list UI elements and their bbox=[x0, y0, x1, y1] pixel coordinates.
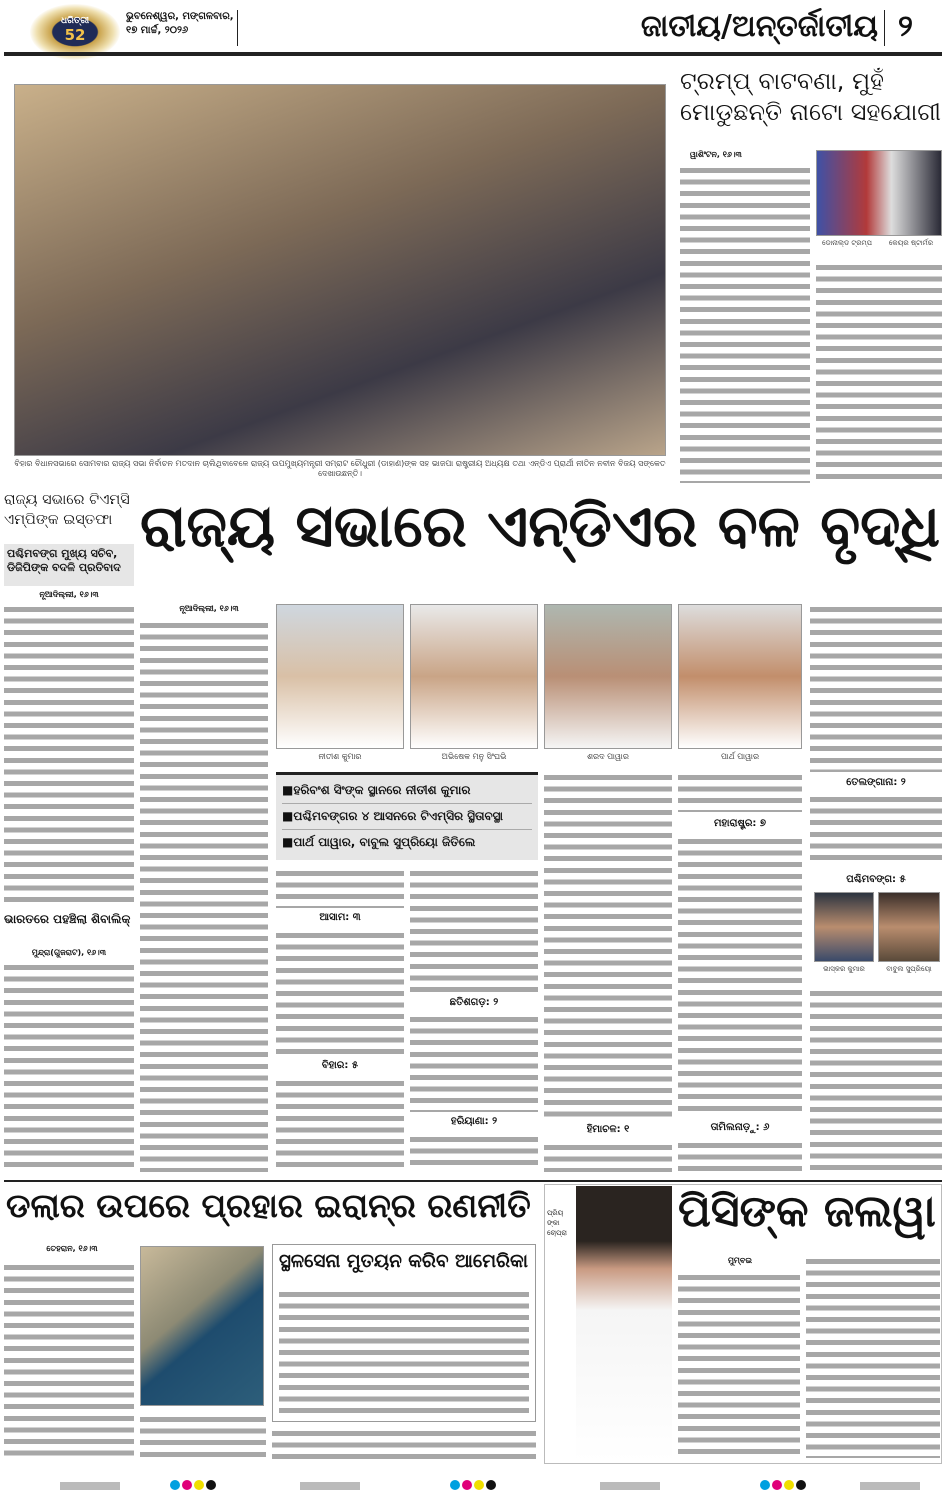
shivalik-headline: ଭାରତରେ ପହଞ୍ଚିଲା ଶିବାଲିକ୍ bbox=[4, 912, 131, 926]
dateline: ୱାଶିଂଟନ, ୧୬।୩ bbox=[690, 150, 742, 159]
state-heading: ଛତିଶଗଡ଼: ୨ bbox=[449, 997, 499, 1008]
photo-babul bbox=[878, 892, 940, 962]
body-text bbox=[276, 930, 404, 1055]
state-heading: ତେଲଙ୍ଗାନା: ୨ bbox=[846, 777, 906, 788]
dateline: ତେହରାନ, ୧୬।୩ bbox=[46, 1244, 98, 1253]
trump-photo bbox=[816, 150, 942, 236]
state-heading: ହିମାଚଳ: ୧ bbox=[586, 1124, 630, 1135]
photo-bhaskar bbox=[814, 892, 874, 962]
photo-singhvi bbox=[410, 604, 538, 749]
caption: ବାବୁଲ ସୁପ୍ରିୟୋ bbox=[886, 965, 932, 973]
caption: କେୟର ଷ୍ଟାର୍ମର bbox=[888, 239, 934, 247]
body-text bbox=[678, 1272, 800, 1458]
caption: ଭାସ୍କର କୁମାର bbox=[823, 965, 865, 973]
iran-sidebar bbox=[272, 1244, 536, 1422]
section-rule bbox=[4, 1180, 942, 1182]
body-text bbox=[544, 1142, 672, 1172]
body-text bbox=[276, 868, 404, 908]
dateline: ନୂଆଦିଲ୍ଲୀ, ୧୬।୩ bbox=[179, 604, 239, 613]
caption: ଡୋନାଲ୍ଡ ଟ୍ରମ୍ପ bbox=[821, 239, 873, 247]
body-text bbox=[678, 1140, 802, 1172]
body-text bbox=[140, 1414, 266, 1458]
body-text bbox=[4, 1262, 134, 1458]
state-heading: ଆସାମ: ୩ bbox=[319, 912, 361, 923]
priyanka-photo bbox=[576, 1186, 672, 1462]
photo-nitish bbox=[276, 604, 404, 749]
caption: ପାର୍ଥ ପାୱାର bbox=[720, 752, 760, 761]
section-title: ଜାତୀୟ/ଅନ୍ତର୍ଜାତୀୟ bbox=[640, 9, 878, 44]
body-text bbox=[810, 794, 942, 866]
iran-headline: ଡଲାର ଉପରେ ପ୍ରହାର ଇରାନ୍‌ର ରଣନୀତି bbox=[6, 1186, 531, 1225]
highlight: ■ପାର୍ଥ ପାୱାର, ବାବୁଲ ସୁପ୍ରିୟୋ ଜିତିଲେ bbox=[282, 835, 476, 849]
satellite-map bbox=[140, 1246, 264, 1406]
state-heading: ବିହାର: ୫ bbox=[321, 1060, 359, 1071]
dateline: ମୁନ୍ଦ୍ରା(ଗୁଜରାଟ), ୧୬।୩ bbox=[31, 948, 107, 957]
body-text bbox=[279, 1289, 529, 1413]
state-heading: ମହାରାଷ୍ଟ୍ର: ୭ bbox=[713, 818, 767, 829]
body-text bbox=[680, 165, 810, 483]
tmc-headline: ରାଜ୍ୟ ସଭାରେ ଟିଏମ୍‌ସି ଏମ୍‌ପିଙ୍କ ଇସ୍ତଫା bbox=[4, 492, 130, 529]
body-text bbox=[140, 620, 268, 1172]
body-text bbox=[4, 604, 134, 908]
body-text bbox=[810, 604, 942, 772]
caption: ନୀତୀଶ କୁମାର bbox=[318, 752, 362, 761]
body-text bbox=[272, 1428, 536, 1460]
registration-marks bbox=[0, 1478, 945, 1494]
masthead-rule bbox=[4, 52, 942, 56]
body-text bbox=[810, 988, 942, 1172]
body-text bbox=[410, 1134, 538, 1172]
highlight: ■ହରିବଂଶ ସିଂଙ୍କ ସ୍ଥାନରେ ନୀତୀଶ କୁମାର bbox=[282, 778, 532, 804]
tmc-story bbox=[4, 490, 134, 908]
lead-headline: ରାଜ୍ୟ ସଭାରେ ଏନ୍‌ଡିଏର ବଳ ବୃଦ୍ଧି bbox=[140, 492, 940, 560]
divider bbox=[237, 10, 238, 46]
body-text bbox=[678, 836, 802, 1116]
photo-sharad bbox=[544, 604, 672, 749]
body-text bbox=[4, 962, 134, 1172]
state-heading: ହରିୟାଣା: ୨ bbox=[450, 1116, 498, 1127]
divider bbox=[884, 10, 885, 46]
top-photo-caption: ବିହାର ବିଧାନସଭାରେ ସୋମବାର ରାଜ୍ୟ ସଭା ନିର୍ବାଚନ ମତଦାନ ଚାଲିଥିବାବେଳେ ରାଜ୍ୟ ଉପମୁଖ୍ୟମନ୍ତ୍ରୀ ସମ୍ରାଟ ଚୌଧୁରୀ (ଡାହାଣ)ଙ୍କ ସହ ଭାଜପା ରାଷ୍ଟ୍ରୀୟ ଅଧ୍ୟକ୍ଷ ତଥା ଏନ୍‌ଡିଏ ପ୍ରାର୍ଥୀ ନୀତିନ ନବୀନ ବିଜୟ ସଙ୍କେତ ଦେଖାଉଛନ୍ତି। bbox=[14, 459, 666, 478]
trump-headline: ଟ୍ରମ୍ପ୍ ବାଟବଣା, ମୁହଁ ମୋଡୁଛନ୍ତି ନାଟୋ ସହଯୋଗୀ bbox=[680, 67, 941, 127]
caption: ଅଭିଷେକ ମନୁ ସିଂଘଭି bbox=[441, 752, 507, 761]
highlight: ■ପଶ୍ଚିମବଙ୍ଗର ୪ ଆସନରେ ଟିଏମ୍‌ସିର ସ୍ଥିତାବସ୍ଥା bbox=[282, 804, 532, 830]
state-heading: ତାମିଲନାଡ଼ୁ: ୬ bbox=[710, 1122, 770, 1133]
shivalik-story bbox=[4, 912, 134, 1172]
body-text bbox=[544, 772, 672, 1118]
place-date: ଭୁବନେଶ୍ୱର, ମଙ୍ଗଳବାର, ୧୭ ମାର୍ଚ୍ଚ, ୨୦୨୬ bbox=[126, 11, 234, 36]
body-text bbox=[410, 868, 538, 992]
highlights-box bbox=[276, 772, 538, 860]
body-text bbox=[678, 772, 802, 812]
body-text bbox=[276, 1078, 404, 1172]
top-photo bbox=[14, 84, 666, 456]
photo-parth bbox=[678, 604, 802, 749]
body-text bbox=[410, 1014, 538, 1112]
photo-label: ପ୍ରିୟଙ୍କା ଚୋପ୍ରା bbox=[547, 1209, 567, 1237]
caption: ଶରଦ ପାୱାର bbox=[587, 752, 629, 761]
masthead-logo: ଧରିତ୍ରୀ 52 bbox=[30, 4, 120, 60]
tmc-kicker: ପଶ୍ଚିମବଙ୍ଗ ମୁଖ୍ୟ ସଚିବ, ଡିଜିପିଙ୍କ ବଦଳି ପ୍ରତିବାଦ bbox=[4, 544, 134, 586]
body-text bbox=[806, 1256, 940, 1458]
body-text bbox=[816, 262, 942, 483]
dateline: ମୁମ୍ବଇ bbox=[727, 1256, 753, 1265]
state-heading: ପଶ୍ଚିମବଙ୍ଗ: ୫ bbox=[846, 874, 906, 885]
priyanka-headline: ପିସିଙ୍କ ଜଲୱା bbox=[678, 1186, 936, 1237]
dateline: ନୂଆଦିଲ୍ଲୀ, ୧୬।୩ bbox=[39, 590, 99, 599]
sidebar-headline: ସ୍ଥଳସେନା ମୁତୟନ କରିବ ଆମେରିକା bbox=[279, 1251, 528, 1272]
page-number: ୨ bbox=[898, 9, 913, 44]
